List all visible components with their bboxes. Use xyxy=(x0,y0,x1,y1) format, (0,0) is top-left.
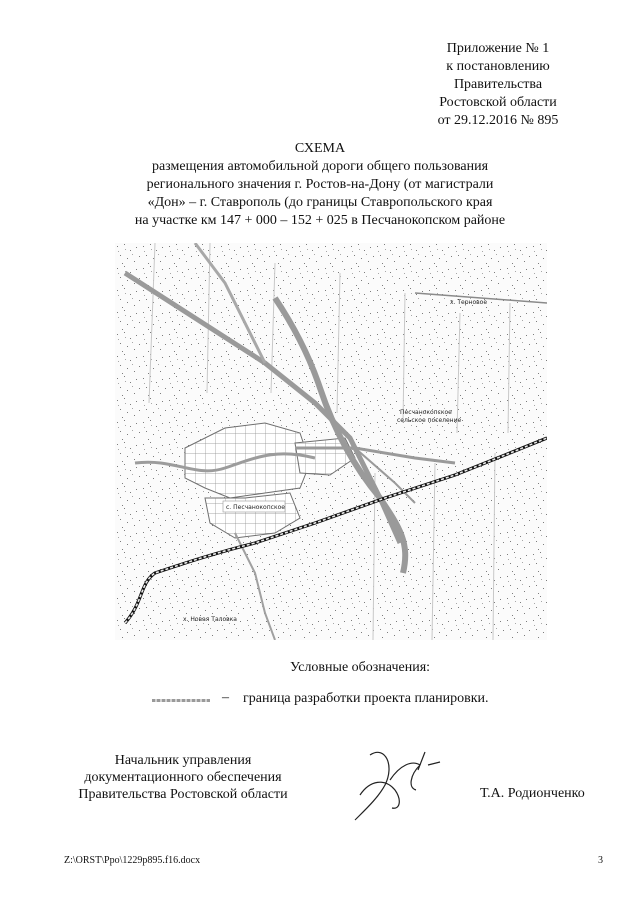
signee-name: Т.А. Родионченко xyxy=(480,786,585,801)
document-title xyxy=(60,140,580,230)
title-line: размещения автомобильной дороги общего пользования xyxy=(151,159,489,174)
page-number: 3 xyxy=(598,855,603,866)
signer-line: документационного обеспечения xyxy=(84,770,282,785)
signer-line: Правительства Ростовской области xyxy=(78,787,288,802)
appendix-header xyxy=(380,40,616,130)
signer-line: Начальник управления xyxy=(114,753,252,768)
title-line: регионального значения г. Ростов-на-Дону (от магистрали xyxy=(146,177,494,192)
boundary-legend-swatch xyxy=(152,699,210,702)
label-settlement-2: сельское поселение xyxy=(397,417,462,424)
appendix-line: от 29.12.2016 № 895 xyxy=(437,113,559,128)
appendix-line: к постановлению xyxy=(446,59,550,74)
label-terkovo: х. Терновое xyxy=(450,299,488,306)
title-line: «Дон» – г. Ставрополь (до границы Ставропольского края xyxy=(147,195,493,210)
appendix-line: Правительства xyxy=(453,77,543,92)
label-settlement: Песчанокопское xyxy=(400,409,452,416)
legend-dash: – xyxy=(222,690,229,705)
signer-position xyxy=(68,752,298,803)
legend-row xyxy=(152,690,572,710)
label-village: с. Песчанокопское xyxy=(226,504,285,511)
title-line: на участке км 147 + 000 – 152 + 025 в Песчанокопском районе xyxy=(134,213,506,228)
footer-file-path: Z:\ORST\Ppo\1229p895.f16.docx xyxy=(64,855,201,866)
scheme-map xyxy=(115,243,547,640)
appendix-line: Ростовской области xyxy=(439,95,557,110)
title-heading: СХЕМА xyxy=(294,141,346,156)
label-novaya: х. Новая Таловка xyxy=(183,616,237,623)
appendix-line: Приложение № 1 xyxy=(446,41,550,56)
legend-text: граница разработки проекта планировки. xyxy=(243,691,489,706)
signature xyxy=(340,740,450,835)
legend-title: Условные обозначения: xyxy=(290,660,431,675)
